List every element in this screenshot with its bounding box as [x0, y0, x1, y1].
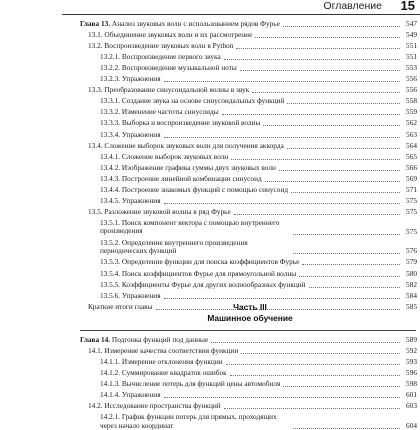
toc-page-number: 556	[406, 85, 417, 95]
toc-entry-text: 13.3.3. Выборка и воспроизведение звуковой волны	[100, 118, 261, 128]
running-title: Оглавление	[323, 0, 382, 12]
dot-leader	[164, 297, 400, 299]
dot-leader	[240, 69, 400, 71]
toc-entry-label	[100, 281, 306, 289]
toc-entry-text: Краткие итоги главы	[88, 301, 153, 311]
toc-chapter-entry	[80, 333, 420, 344]
toc-page-number: 559	[406, 107, 417, 117]
toc-entry	[80, 289, 420, 300]
toc-entry	[80, 377, 420, 388]
toc-entry-text: 13.5.5. Коэффициенты Фурье для других волнообразных функций	[100, 279, 306, 289]
toc-entry-text: 13.1. Объединение звуковых волн и их рассмотрение	[88, 30, 253, 40]
dot-leader	[309, 286, 400, 288]
toc-entry	[80, 278, 420, 289]
toc-page-number: 576	[406, 246, 417, 256]
toc-entry	[80, 183, 420, 194]
part-heading	[80, 302, 420, 323]
toc-entry-text: 13.5.3. Определение функции для поиска коэффициентов Фурье	[100, 257, 300, 267]
dot-leader	[287, 102, 400, 104]
toc-list-bottom	[80, 333, 420, 430]
toc-entry-text: Подгонка функций под данные	[110, 335, 209, 345]
toc-entry-text: 14.1.2. Суммирование квадратов ошибок	[100, 368, 227, 378]
toc-page-number: 569	[406, 173, 417, 183]
toc-entry	[80, 61, 420, 72]
toc-entry	[80, 266, 420, 277]
toc-entry-label	[100, 175, 262, 183]
toc-entry-label	[100, 391, 161, 399]
dot-leader	[231, 158, 400, 160]
toc-entry	[80, 366, 420, 377]
dot-leader	[224, 58, 400, 60]
dot-leader	[293, 252, 400, 254]
dot-leader	[293, 427, 400, 429]
toc-page-number: 593	[406, 357, 417, 367]
toc-page-number: 585	[406, 301, 417, 311]
toc-page-number: 598	[406, 379, 417, 389]
toc-entry-text: 14.2. Исследование пространства функций	[88, 401, 221, 411]
dot-leader	[241, 352, 400, 354]
toc-entry-label	[100, 219, 290, 236]
toc-page-number: 549	[406, 30, 417, 40]
toc-entry	[80, 116, 420, 127]
toc-entry	[80, 72, 420, 83]
toc-page-number: 575	[406, 226, 417, 236]
toc-entry-text: 13.4.3. Построение линейной комбинации синусоид	[100, 173, 262, 183]
toc-entry	[80, 344, 420, 355]
toc-entry-text: 13.2.3. Упражнения	[100, 74, 161, 84]
toc-page-number: 562	[406, 118, 417, 128]
toc-entry	[80, 172, 420, 183]
dot-leader	[164, 202, 400, 204]
part-title: Машинное обучение	[207, 312, 293, 323]
toc-entry-text: 13.4.5. Упражнения	[100, 195, 161, 205]
dot-leader	[226, 363, 400, 365]
chapter-number: Глава 13.	[80, 19, 111, 29]
dot-leader	[224, 407, 400, 409]
toc-entry-label	[100, 153, 228, 161]
dot-leader	[164, 396, 400, 398]
dot-leader	[265, 180, 400, 182]
toc-entry-label	[88, 42, 233, 50]
toc-entry-label	[88, 31, 252, 39]
dot-leader	[263, 124, 400, 126]
toc-entry-text: 13.5.1. Поиск компонент вектора с помощью внутреннего произведения	[100, 217, 280, 236]
dot-leader	[236, 47, 400, 49]
header-rule	[62, 14, 420, 15]
toc-chapter-entry	[80, 17, 420, 28]
toc-page-number: 563	[406, 129, 417, 139]
dot-leader	[252, 91, 400, 93]
dot-leader	[279, 169, 400, 171]
toc-entry-label	[100, 258, 299, 266]
toc-entry	[80, 139, 420, 150]
dot-leader	[222, 113, 400, 115]
toc-entry	[80, 50, 420, 61]
toc-entry-label	[100, 75, 161, 83]
toc-list-top	[80, 17, 420, 311]
toc-page-number: 566	[406, 162, 417, 172]
toc-entry	[80, 127, 420, 138]
toc-entry	[80, 161, 420, 172]
toc-entry-label	[100, 164, 276, 172]
toc-entry-label	[100, 239, 290, 256]
toc-entry-label	[80, 20, 280, 28]
toc-entry-label	[100, 270, 296, 278]
toc-page-number: 579	[406, 257, 417, 267]
toc-page-number: 565	[406, 151, 417, 161]
toc-page-number: 580	[406, 268, 417, 278]
toc-page-number: 582	[406, 279, 417, 289]
toc-page-number: 603	[406, 401, 417, 411]
toc-entry	[80, 28, 420, 39]
toc-entry-text: 13.2.2. Воспроизведение музыкальной ноты	[100, 63, 237, 73]
dot-leader	[164, 80, 400, 82]
toc-entry-label	[100, 197, 161, 205]
toc-entry-label	[100, 131, 161, 139]
dot-leader	[287, 147, 400, 149]
toc-entry-label	[88, 402, 221, 410]
part-number: Часть III	[233, 302, 267, 312]
toc-entry-text: 13.4. Сложение выборок звуковых волн для получения аккорда	[88, 140, 284, 150]
toc-page-number: 601	[406, 390, 417, 400]
toc-entry-label	[100, 413, 290, 430]
dot-leader	[293, 233, 400, 235]
dot-leader	[234, 213, 400, 215]
dot-leader	[302, 263, 400, 265]
toc-entry	[80, 105, 420, 116]
toc-page-number: 584	[406, 290, 417, 300]
page-number: 15	[400, 0, 415, 13]
toc-entry-label	[80, 336, 208, 344]
toc-entry-label	[88, 142, 284, 150]
dot-leader	[164, 136, 400, 138]
toc-entry-text: 13.3.1. Создание звука на основе синусоидальных функций	[100, 96, 285, 106]
toc-entry	[80, 216, 420, 236]
toc-page-number: 571	[406, 184, 417, 194]
toc-page-number: 604	[406, 421, 417, 430]
toc-entry-text: 14.2.1. График функции потерь для прямых, проходящих через начало координат	[100, 412, 277, 430]
toc-page-number: 556	[406, 74, 417, 84]
toc-page-number: 564	[406, 140, 417, 150]
toc-entry	[80, 236, 420, 256]
toc-page-number: 551	[406, 52, 417, 62]
toc-entry-label	[100, 119, 260, 127]
toc-entry-label	[100, 186, 288, 194]
dot-leader	[230, 374, 400, 376]
toc-entry-text: 13.3.2. Изменение частоты синусоиды	[100, 107, 219, 117]
toc-entry-text: 14.1.1. Измерение отклонения функции	[100, 357, 223, 367]
part-rule	[80, 330, 416, 331]
toc-entry-label	[88, 347, 238, 355]
dot-leader	[299, 275, 400, 277]
toc-page-number: 596	[406, 368, 417, 378]
toc-entry-text: 13.3. Преобразование синусоидальной волны в звук	[88, 85, 250, 95]
toc-entry-label	[100, 369, 227, 377]
toc-entry-label	[100, 53, 221, 61]
dot-leader	[255, 36, 400, 38]
toc-entry-label	[100, 380, 280, 388]
dot-leader	[283, 25, 400, 27]
chapter-number: Глава 14.	[80, 335, 111, 345]
toc-entry	[80, 194, 420, 205]
toc-entry	[80, 150, 420, 161]
toc-entry-label	[88, 208, 231, 216]
toc-page-number: 575	[406, 206, 417, 216]
toc-entry-text: 13.5. Разложение звуковой волны в ряд Фурье	[88, 206, 231, 216]
dot-leader	[291, 191, 400, 193]
toc-entry-text: 13.2. Воспроизведение звуковых волн в Python	[88, 41, 234, 51]
toc-entry	[80, 255, 420, 266]
toc-entry	[80, 205, 420, 216]
toc-entry-text: 13.2.1. Воспроизведение первого звука	[100, 52, 221, 62]
toc-entry-text: 13.5.6. Упражнения	[100, 290, 161, 300]
toc-entry-text: 14.1. Измерение качества соответствия функции	[88, 346, 239, 356]
toc-entry	[80, 399, 420, 410]
toc-entry-label	[100, 108, 219, 116]
toc-entry	[80, 388, 420, 399]
toc-entry-label	[88, 86, 249, 94]
toc-page-number: 575	[406, 195, 417, 205]
toc-page-number: 558	[406, 96, 417, 106]
page-header	[0, 0, 420, 13]
toc-entry-text: 13.4.1. Сложение выборок звуковых волн	[100, 151, 229, 161]
toc-entry-text: 14.1.3. Вычисление потерь для функций цены автомобиля	[100, 379, 281, 389]
toc-entry-label	[100, 64, 237, 72]
toc-entry-text: 13.4.2. Изображение графика суммы двух звуковых волн	[100, 162, 276, 172]
toc-entry-text: 13.5.4. Поиск коэффициентов Фурье для прямоугольной волны	[100, 268, 297, 278]
toc-entry-text: Анализ звуковых волн с использованием рядов Фурье	[110, 19, 280, 29]
dot-leader	[283, 385, 400, 387]
toc-entry	[80, 83, 420, 94]
toc-entry-text: 14.1.4. Упражнения	[100, 390, 161, 400]
toc-entry-text: 13.3.4. Упражнения	[100, 129, 161, 139]
toc-entry-text: 13.4.4. Построение знакомых функций с помощью синусоид	[100, 184, 289, 194]
toc-page-number: 553	[406, 63, 417, 73]
toc-entry-label	[100, 97, 284, 105]
toc-entry-label	[100, 292, 161, 300]
toc-entry	[80, 355, 420, 366]
toc-entry	[80, 39, 420, 50]
toc-page-number: 547	[406, 19, 417, 29]
toc-entry-text: 13.5.2. Определение внутреннего произведения периодических функций	[100, 237, 248, 256]
toc-entry	[80, 410, 420, 430]
toc-entry-label	[100, 358, 223, 366]
toc-page-number: 551	[406, 41, 417, 51]
toc-entry	[80, 94, 420, 105]
toc-page-number: 589	[406, 335, 417, 345]
dot-leader	[211, 341, 400, 343]
toc-page-number: 592	[406, 346, 417, 356]
